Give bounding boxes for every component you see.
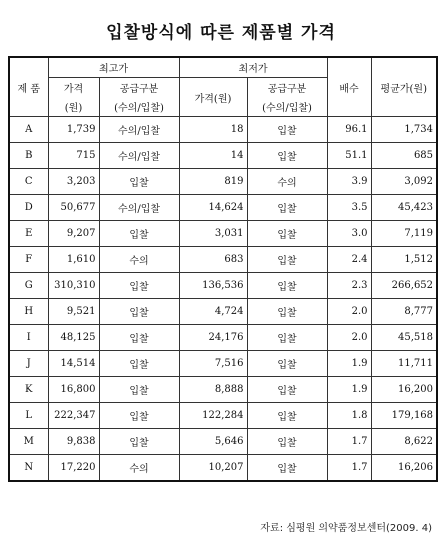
table-row — [9, 273, 437, 299]
min-price-cell: 14,624 — [179, 195, 247, 221]
header-min-group: 최저가 — [179, 57, 327, 78]
avg-cell: 685 — [371, 143, 437, 169]
max-supply-cell: 입찰 — [99, 299, 179, 325]
min-price-cell: 8,888 — [179, 377, 247, 403]
header-ratio: 배수 — [327, 57, 371, 117]
table-row — [9, 143, 437, 169]
min-supply-cell: 입찰 — [247, 325, 327, 351]
max-supply-cell: 입찰 — [99, 403, 179, 429]
max-price-cell: 1,610 — [48, 247, 99, 273]
max-supply-cell: 입찰 — [99, 325, 179, 351]
max-price-cell: 715 — [48, 143, 99, 169]
source-note: 자료: 심평원 의약품정보센터(2009. 4) — [260, 523, 432, 534]
max-price-cell: 9,838 — [48, 429, 99, 455]
header-min-supply-line2: (수의/입찰) — [247, 97, 327, 117]
max-supply-cell: 입찰 — [99, 221, 179, 247]
table-row — [9, 169, 437, 195]
avg-cell: 45,518 — [371, 325, 437, 351]
max-price-cell: 50,677 — [48, 195, 99, 221]
product-cell: L — [9, 403, 48, 429]
ratio-cell: 2.3 — [327, 273, 371, 299]
table-row — [9, 195, 437, 221]
table-row — [9, 455, 437, 482]
max-price-cell: 9,207 — [48, 221, 99, 247]
max-price-cell: 3,203 — [48, 169, 99, 195]
header-product: 제 품 — [9, 57, 48, 117]
max-supply-cell: 수의 — [99, 455, 179, 482]
max-price-cell: 1,739 — [48, 117, 99, 143]
max-price-cell: 16,800 — [48, 377, 99, 403]
min-price-cell: 136,536 — [179, 273, 247, 299]
min-price-cell: 18 — [179, 117, 247, 143]
max-price-cell: 9,521 — [48, 299, 99, 325]
ratio-cell: 1.8 — [327, 403, 371, 429]
avg-cell: 3,092 — [371, 169, 437, 195]
avg-cell: 16,206 — [371, 455, 437, 482]
table-row — [9, 221, 437, 247]
ratio-cell: 1.7 — [327, 455, 371, 482]
max-supply-cell: 수의/입찰 — [99, 117, 179, 143]
ratio-cell: 96.1 — [327, 117, 371, 143]
min-supply-cell: 입찰 — [247, 429, 327, 455]
avg-cell: 7,119 — [371, 221, 437, 247]
product-cell: G — [9, 273, 48, 299]
ratio-cell: 1.9 — [327, 351, 371, 377]
max-supply-cell: 입찰 — [99, 351, 179, 377]
min-price-cell: 7,516 — [179, 351, 247, 377]
header-max-price-line2: (원) — [48, 97, 99, 117]
min-price-cell: 24,176 — [179, 325, 247, 351]
table-row — [9, 117, 437, 143]
table-row — [9, 351, 437, 377]
avg-cell: 8,777 — [371, 299, 437, 325]
table-row — [9, 403, 437, 429]
min-supply-cell: 입찰 — [247, 195, 327, 221]
min-price-cell: 10,207 — [179, 455, 247, 482]
min-price-cell: 683 — [179, 247, 247, 273]
header-min-supply-line1: 공급구분 — [247, 78, 327, 98]
table-row — [9, 299, 437, 325]
min-supply-cell: 수의 — [247, 169, 327, 195]
ratio-cell: 3.9 — [327, 169, 371, 195]
avg-cell: 45,423 — [371, 195, 437, 221]
header-max-group: 최고가 — [48, 57, 179, 78]
ratio-cell: 2.4 — [327, 247, 371, 273]
table-row — [9, 377, 437, 403]
header-min-price: 가격(원) — [179, 78, 247, 117]
header-max-price-line1: 가격 — [48, 78, 99, 98]
ratio-cell: 1.9 — [327, 377, 371, 403]
table-title: 입찰방식에 따른 제품별 가격 — [106, 23, 336, 43]
max-supply-cell: 입찰 — [99, 377, 179, 403]
min-price-cell: 819 — [179, 169, 247, 195]
table-row — [9, 429, 437, 455]
min-supply-cell: 입찰 — [247, 221, 327, 247]
min-supply-cell: 입찰 — [247, 403, 327, 429]
product-cell: B — [9, 143, 48, 169]
min-supply-cell: 입찰 — [247, 117, 327, 143]
avg-cell: 266,652 — [371, 273, 437, 299]
table-body — [9, 117, 437, 482]
ratio-cell: 2.0 — [327, 299, 371, 325]
product-cell: M — [9, 429, 48, 455]
max-supply-cell: 입찰 — [99, 169, 179, 195]
min-supply-cell: 입찰 — [247, 351, 327, 377]
max-price-cell: 310,310 — [48, 273, 99, 299]
min-price-cell: 122,284 — [179, 403, 247, 429]
max-supply-cell: 입찰 — [99, 429, 179, 455]
min-supply-cell: 입찰 — [247, 299, 327, 325]
product-cell: J — [9, 351, 48, 377]
avg-cell: 179,168 — [371, 403, 437, 429]
max-price-cell: 17,220 — [48, 455, 99, 482]
avg-cell: 1,734 — [371, 117, 437, 143]
header-max-supply-line1: 공급구분 — [99, 78, 179, 98]
max-price-cell: 48,125 — [48, 325, 99, 351]
min-supply-cell: 입찰 — [247, 377, 327, 403]
product-cell: E — [9, 221, 48, 247]
min-supply-cell: 입찰 — [247, 273, 327, 299]
max-supply-cell: 수의 — [99, 247, 179, 273]
max-supply-cell: 수의/입찰 — [99, 195, 179, 221]
min-price-cell: 5,646 — [179, 429, 247, 455]
ratio-cell: 3.0 — [327, 221, 371, 247]
max-supply-cell: 입찰 — [99, 273, 179, 299]
max-price-cell: 222,347 — [48, 403, 99, 429]
ratio-cell: 2.0 — [327, 325, 371, 351]
avg-cell: 16,200 — [371, 377, 437, 403]
product-cell: I — [9, 325, 48, 351]
ratio-cell: 1.7 — [327, 429, 371, 455]
table-row — [9, 325, 437, 351]
product-cell: K — [9, 377, 48, 403]
min-price-cell: 14 — [179, 143, 247, 169]
product-cell: C — [9, 169, 48, 195]
ratio-cell: 51.1 — [327, 143, 371, 169]
max-price-cell: 14,514 — [48, 351, 99, 377]
min-supply-cell: 입찰 — [247, 247, 327, 273]
table-row — [9, 247, 437, 273]
product-cell: N — [9, 455, 48, 482]
avg-cell: 8,622 — [371, 429, 437, 455]
price-table — [8, 56, 438, 482]
product-cell: H — [9, 299, 48, 325]
max-supply-cell: 수의/입찰 — [99, 143, 179, 169]
min-price-cell: 3,031 — [179, 221, 247, 247]
min-supply-cell: 입찰 — [247, 143, 327, 169]
ratio-cell: 3.5 — [327, 195, 371, 221]
header-avg: 평균가(원) — [371, 57, 437, 117]
min-supply-cell: 입찰 — [247, 455, 327, 482]
avg-cell: 11,711 — [371, 351, 437, 377]
min-price-cell: 4,724 — [179, 299, 247, 325]
product-cell: D — [9, 195, 48, 221]
avg-cell: 1,512 — [371, 247, 437, 273]
product-cell: A — [9, 117, 48, 143]
header-max-supply-line2: (수의/입찰) — [99, 97, 179, 117]
product-cell: F — [9, 247, 48, 273]
